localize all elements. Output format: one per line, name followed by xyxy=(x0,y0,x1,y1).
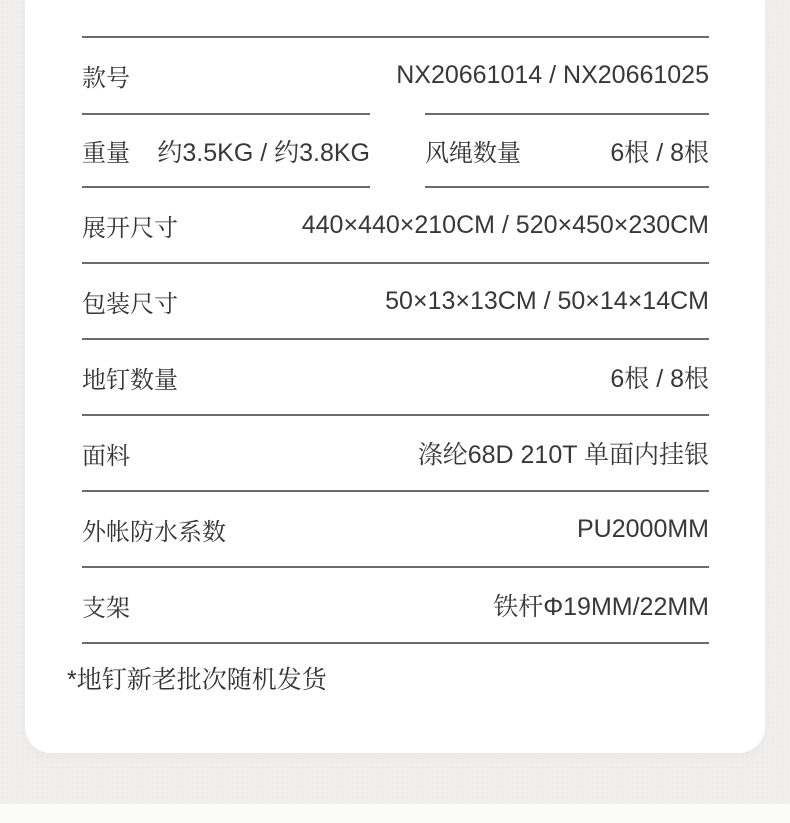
spec-row-model xyxy=(82,38,709,113)
spec-row-package-size xyxy=(82,264,709,340)
spec-value-pole: 铁杆Φ19MM/22MM xyxy=(493,593,709,621)
spec-cell-weight xyxy=(82,113,370,188)
spec-value-package-size: 50×13×13CM / 50×14×14CM xyxy=(385,286,709,315)
spec-label-stake-count: 地钉数量 xyxy=(82,366,178,394)
spec-value-unfolded-size: 440×440×210CM / 520×450×230CM xyxy=(301,210,709,239)
spec-label-waterproof-rating: 外帐防水系数 xyxy=(82,518,226,546)
spec-card-content xyxy=(25,36,765,696)
spec-table xyxy=(82,36,709,644)
spec-row-waterproof-rating xyxy=(82,492,709,568)
next-section-edge xyxy=(0,804,790,823)
spec-row-stake-count xyxy=(82,340,709,416)
spec-value-fabric: 涤纶68D 210T 单面内挂银 xyxy=(417,441,709,469)
spec-cell-wind-rope-count xyxy=(425,113,709,188)
spec-label-weight: 重量 xyxy=(82,140,130,167)
spec-label-model: 款号 xyxy=(82,65,130,92)
spec-footnote: *地钉新老批次随机发货 xyxy=(67,666,327,694)
spec-row-weight-windropes xyxy=(82,113,709,188)
spec-row-unfolded-size xyxy=(82,188,709,264)
spec-row-pole xyxy=(82,568,709,644)
spec-row-fabric xyxy=(82,416,709,492)
spec-label-package-size: 包装尺寸 xyxy=(82,290,178,318)
spec-label-wind-rope-count: 风绳数量 xyxy=(425,140,521,167)
spec-value-wind-rope-count: 6根 / 8根 xyxy=(610,138,709,167)
spec-value-model: NX20661014 / NX20661025 xyxy=(396,61,709,89)
spec-label-fabric: 面料 xyxy=(82,442,130,470)
spec-label-pole: 支架 xyxy=(82,594,130,622)
spec-value-stake-count: 6根 / 8根 xyxy=(610,365,709,393)
spec-value-weight: 约3.5KG / 约3.8KG xyxy=(157,138,370,167)
spec-label-unfolded-size: 展开尺寸 xyxy=(82,214,178,242)
spec-card xyxy=(25,0,765,753)
spec-value-waterproof-rating: PU2000MM xyxy=(577,514,709,543)
